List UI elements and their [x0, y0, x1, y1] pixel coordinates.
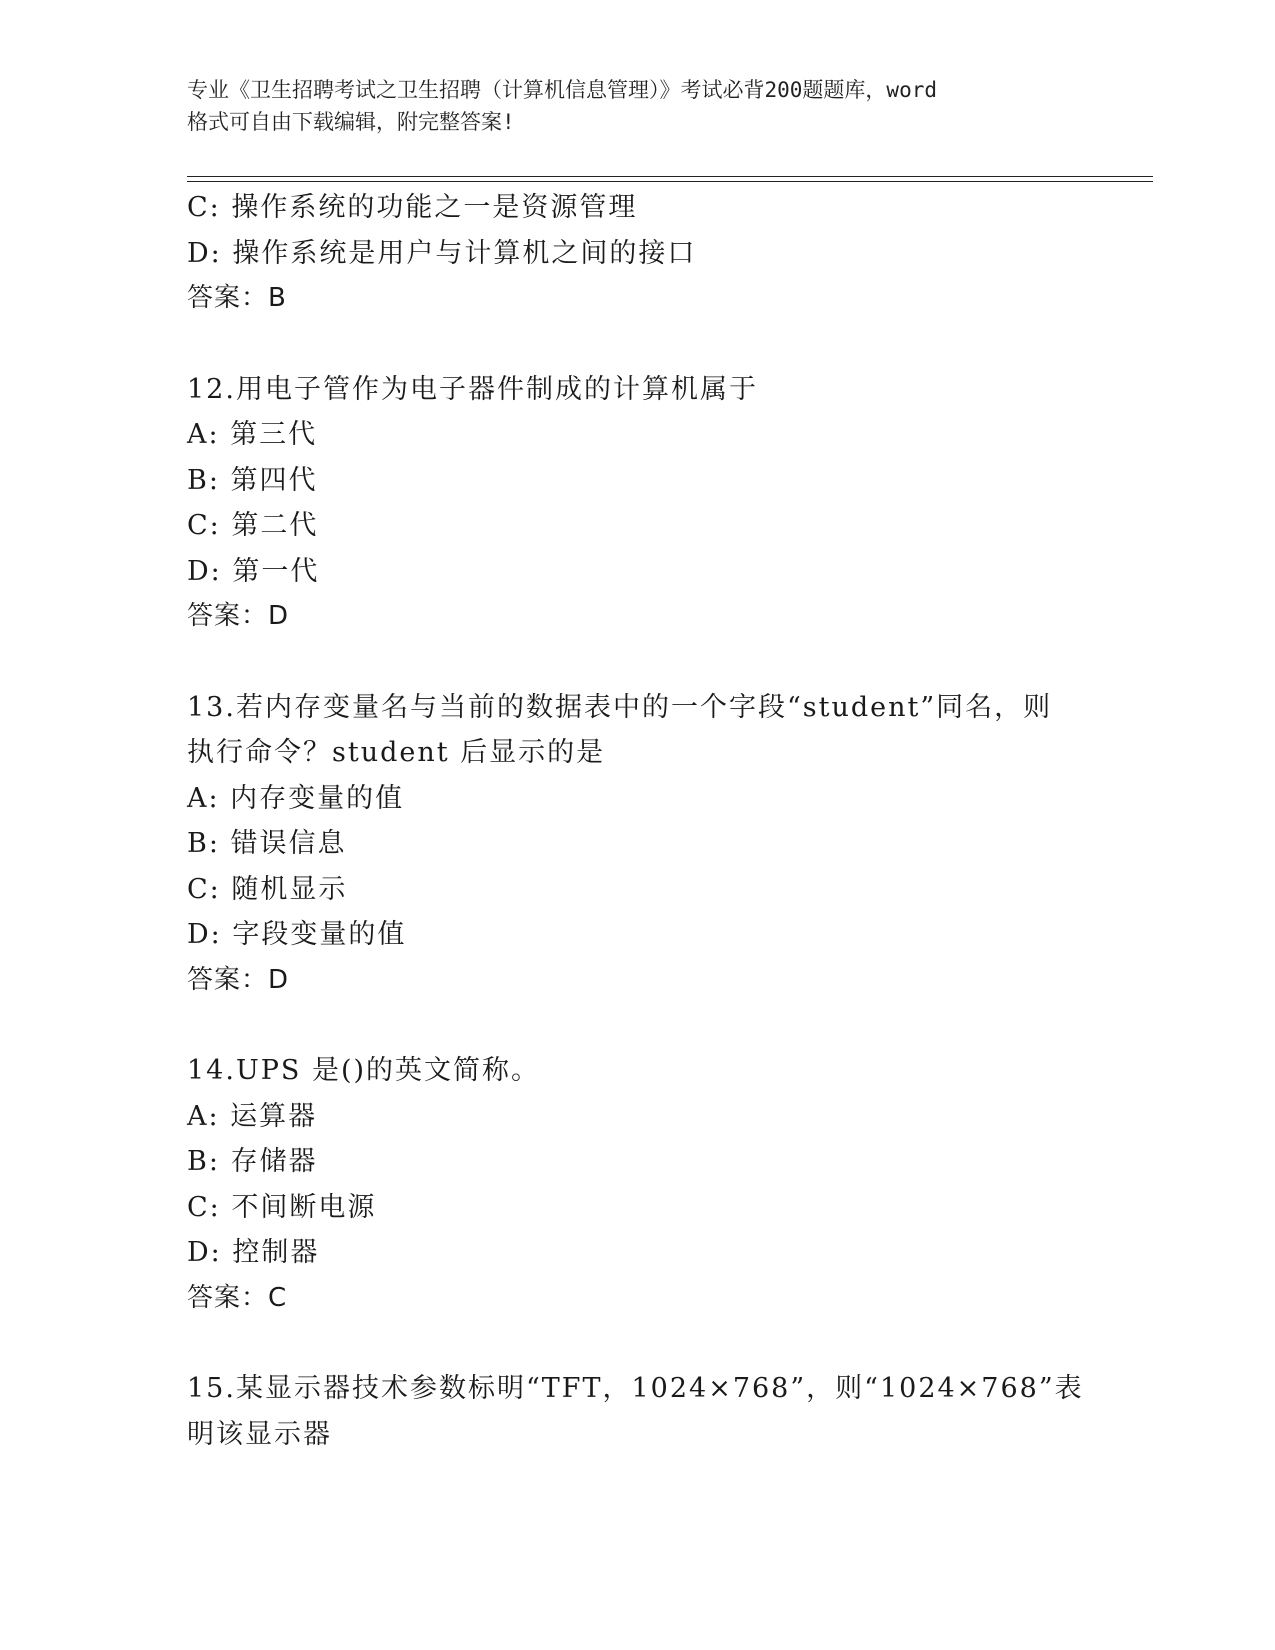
question-block	[187, 367, 1087, 640]
header-line-1: 专业《卫生招聘考试之卫生招聘（计算机信息管理）》考试必背200题题库，word	[187, 78, 937, 102]
answer-line: 答案：C	[187, 1282, 288, 1313]
question-list	[187, 185, 1087, 1457]
option-line: A: 内存变量的值	[187, 782, 405, 814]
header-rule-top	[187, 176, 1153, 177]
question-text: 13.若内存变量名与当前的数据表中的一个字段“student”同名，则	[187, 691, 1053, 723]
option-line: C: 随机显示	[187, 873, 348, 905]
answer-line: 答案：D	[187, 964, 290, 995]
option-line: A: 第三代	[187, 419, 318, 450]
document-header	[187, 74, 1087, 138]
option-line: D: 字段变量的值	[187, 919, 407, 950]
question-block	[187, 185, 1087, 322]
option-line: B: 第四代	[187, 464, 318, 496]
answer-line: 答案：D	[187, 601, 290, 631]
question-text: 15.某显示器技术参数标明“TFT，1024×768”，则“1024×768”表	[187, 1373, 1084, 1404]
question-text: 12.用电子管作为电子器件制成的计算机属于	[187, 373, 758, 405]
question-text: 14.UPS 是()的英文简称。	[187, 1055, 541, 1086]
option-line: C: 不间断电源	[187, 1191, 377, 1223]
answer-line: 答案：B	[187, 283, 287, 313]
question-text: 明该显示器	[187, 1418, 332, 1450]
question-block	[187, 685, 1087, 1004]
option-line: C: 操作系统的功能之一是资源管理	[187, 192, 638, 223]
question-block	[187, 1366, 1087, 1457]
option-line: D: 控制器	[187, 1237, 320, 1268]
option-line: D: 第一代	[187, 555, 320, 587]
header-line-2: 格式可自由下载编辑，附完整答案!	[187, 110, 515, 134]
option-line: B: 存储器	[187, 1146, 318, 1177]
option-line: D: 操作系统是用户与计算机之间的接口	[187, 237, 697, 269]
header-rule-bottom	[187, 181, 1153, 182]
option-line: A: 运算器	[187, 1100, 318, 1132]
option-line: C: 第二代	[187, 510, 319, 541]
question-text: 执行命令？student 后显示的是	[187, 737, 606, 768]
question-block	[187, 1048, 1087, 1321]
option-line: B: 错误信息	[187, 828, 347, 859]
